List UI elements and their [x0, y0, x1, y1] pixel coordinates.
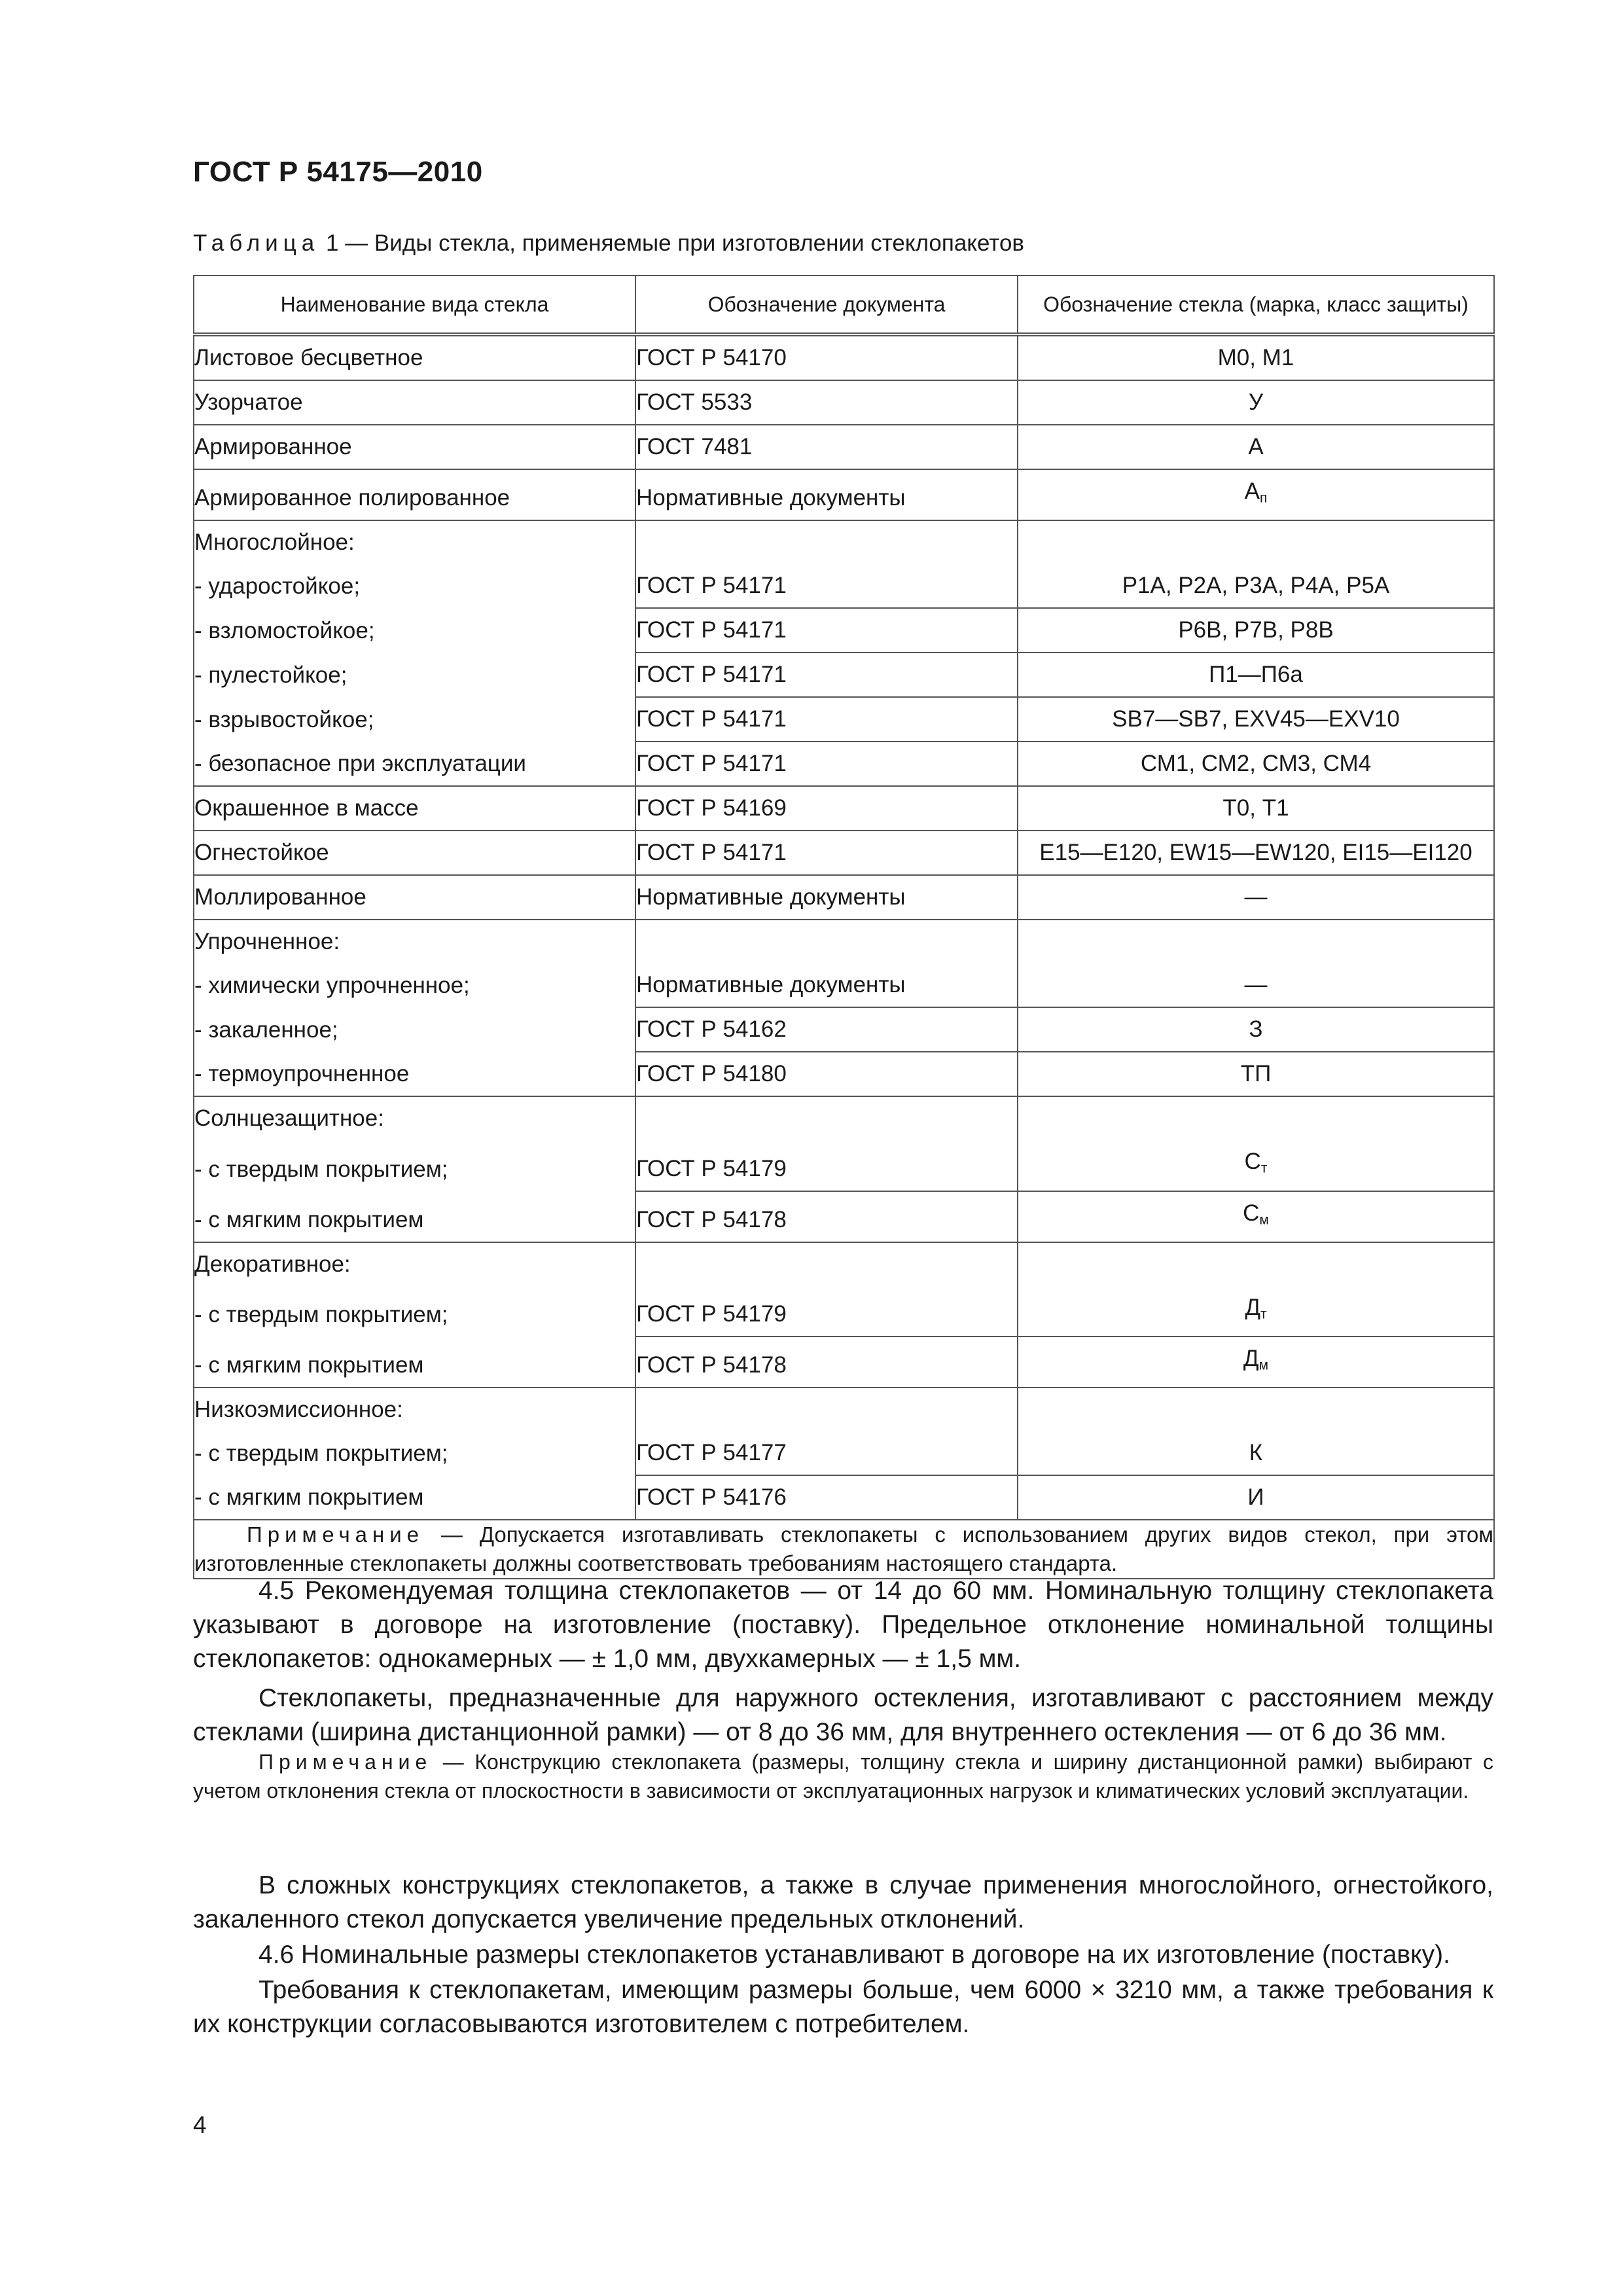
table-row	[194, 1431, 1494, 1475]
document-label: ГОСТ Р 54171	[636, 662, 787, 688]
cell-glass-mark	[1018, 608, 1494, 653]
document-label: ГОСТ Р 54178	[636, 1352, 787, 1378]
glass-mark	[1018, 1286, 1493, 1336]
glass-mark	[1018, 1192, 1493, 1242]
cell-glass-mark	[1018, 742, 1494, 786]
glass-type-label: Низкоэмиссионное:	[194, 1397, 403, 1423]
glass-mark	[1018, 876, 1493, 919]
cell-document	[635, 1191, 1018, 1242]
glass-mark-label: Д	[1243, 1346, 1259, 1371]
glass-type-label: Многослойное:	[194, 529, 355, 556]
cell-glass-mark	[1018, 1096, 1494, 1140]
table-row	[194, 1191, 1494, 1242]
cell-glass-type	[194, 608, 635, 653]
cell-glass-mark	[1018, 334, 1494, 380]
glass-mark-label: Т0, Т1	[1222, 795, 1289, 821]
document-label: ГОСТ Р 54171	[636, 573, 787, 599]
glass-mark-label: E15—E120, EW15—EW120, EI15—EI120	[1039, 840, 1472, 866]
glass-mark	[1018, 1476, 1493, 1519]
standard-code: ГОСТ Р 54175—2010	[193, 156, 483, 188]
document-label: ГОСТ Р 54178	[636, 1206, 787, 1232]
glass-mark-label: СМ1, СМ2, СМ3, СМ4	[1140, 751, 1372, 777]
cell-document	[635, 1388, 1018, 1431]
glass-mark-label: SB7—SB7, EXV45—EXV10	[1112, 706, 1400, 732]
glass-mark	[1018, 831, 1493, 874]
glass-mark	[1018, 1008, 1493, 1051]
cell-document	[635, 875, 1018, 920]
cell-glass-type	[194, 564, 635, 608]
document-label: ГОСТ 7481	[636, 434, 753, 459]
cell-glass-type	[194, 425, 635, 469]
cell-glass-type	[194, 520, 635, 564]
table-note	[194, 1520, 1494, 1579]
cell-glass-type	[194, 1336, 635, 1388]
document-label: ГОСТ Р 54162	[636, 1016, 787, 1043]
cell-document	[635, 1336, 1018, 1388]
glass-mark	[1018, 1052, 1493, 1096]
section-4-6	[193, 1869, 1493, 2041]
glass-mark-label: З	[1249, 1016, 1263, 1043]
paragraph-tolerances: В сложных конструкциях стеклопакетов, а также в случае применения многослойного, огнестойкого, закаленного стекол допускается увеличение предельных отклонений.	[193, 1871, 1493, 1933]
glass-mark	[1018, 963, 1493, 1007]
page-number: 4	[193, 2111, 207, 2138]
glass-mark	[1018, 564, 1493, 607]
glass-mark-label: Р1А, Р2А, Р3А, Р4А, Р5А	[1122, 573, 1390, 599]
cell-glass-type	[194, 875, 635, 920]
cell-glass-type	[194, 1096, 635, 1140]
glass-type-label: - с твердым покрытием;	[194, 1156, 448, 1182]
cell-glass-mark	[1018, 1007, 1494, 1052]
glass-mark	[1018, 425, 1493, 469]
cell-glass-type	[194, 1191, 635, 1242]
document-label: Нормативные документы	[636, 485, 906, 511]
cell-glass-type	[194, 697, 635, 742]
cell-glass-mark	[1018, 831, 1494, 875]
table-caption-text: 1 — Виды стекла, применяемые при изготовлении стеклопакетов	[319, 230, 1024, 256]
glass-type-label: - закаленное;	[194, 1017, 338, 1043]
note-construction	[193, 1748, 1493, 1805]
document-label: ГОСТ Р 54179	[636, 1301, 787, 1327]
cell-document	[635, 380, 1018, 425]
paragraph-4-5: 4.5 Рекомендуемая толщина стеклопакетов — от 14 до 60 мм. Номинальную толщину стеклопакета указывают в договоре на изготовление (поставку). Предельное отклонение номинальной толщины стеклопакетов: однокамерных — ± 1,0 мм, двухкамерных — ± 1,5 мм.	[193, 1577, 1493, 1673]
cell-document	[635, 1286, 1018, 1336]
document-label: ГОСТ Р 54171	[636, 840, 787, 866]
table-group-row	[194, 1096, 1494, 1140]
glass-mark-label: С	[1243, 1200, 1260, 1226]
glass-mark	[1018, 698, 1493, 741]
cell-document	[635, 334, 1018, 380]
column-header-glass-type: Наименование вида стекла	[194, 276, 635, 334]
glass-type-label: - термоупрочненное	[194, 1061, 410, 1087]
table-row	[194, 1140, 1494, 1191]
cell-document	[635, 1431, 1018, 1475]
cell-document	[635, 1007, 1018, 1052]
document-label: ГОСТ Р 54171	[636, 617, 787, 643]
cell-glass-type	[194, 920, 635, 963]
glass-mark-label: И	[1247, 1484, 1264, 1511]
paragraph-distance: Стеклопакеты, предназначенные для наружного остекления, изготавливают с расстоянием между стеклами (ширина дистанционной рамки) — от 8 до 36 мм, для внутреннего остекления — от 6 до 36 мм.	[193, 1684, 1493, 1746]
glass-type-label: Декоративное:	[194, 1251, 351, 1277]
cell-glass-type	[194, 1475, 635, 1520]
note-construction-label: Примечание	[259, 1750, 433, 1774]
glass-type-label: Упрочненное:	[194, 929, 340, 955]
glass-type-label: Моллированное	[194, 884, 366, 910]
table-row	[194, 1007, 1494, 1052]
cell-document	[635, 608, 1018, 653]
glass-mark-label: Р6В, Р7В, Р8В	[1178, 617, 1334, 643]
table-row	[194, 1052, 1494, 1096]
glass-type-label: - с мягким покрытием	[194, 1484, 424, 1511]
glass-type-label: Армированное полированное	[194, 485, 510, 511]
cell-glass-mark	[1018, 380, 1494, 425]
glass-types-table	[193, 275, 1495, 1579]
table-row	[194, 697, 1494, 742]
cell-glass-mark	[1018, 1431, 1494, 1475]
table-row	[194, 1286, 1494, 1336]
cell-glass-mark	[1018, 1286, 1494, 1336]
section-4-5	[193, 1574, 1493, 1749]
cell-document	[635, 831, 1018, 875]
glass-type-label: Армированное	[194, 434, 352, 459]
glass-type-label: Узорчатое	[194, 389, 303, 415]
note-construction-text: — Конструкцию стеклопакета (размеры, толщину стекла и ширину дистанционной рамки) выбирают с учетом отклонения стекла от плоскостности в зависимости от эксплуатационных нагрузок и климатических условий эксплуатации.	[193, 1750, 1493, 1803]
glass-type-label: - пулестойкое;	[194, 662, 348, 689]
cell-glass-type	[194, 742, 635, 786]
glass-type-label: - ударостойкое;	[194, 573, 361, 600]
document-label: ГОСТ Р 54176	[636, 1484, 787, 1511]
glass-mark-label: С	[1244, 1149, 1261, 1175]
glass-mark	[1018, 470, 1493, 520]
table-group-row	[194, 1242, 1494, 1286]
glass-mark-label: А	[1248, 434, 1264, 459]
glass-type-label: Листовое бесцветное	[194, 345, 423, 370]
table-row	[194, 1336, 1494, 1388]
table-body	[194, 334, 1494, 1579]
table-row	[194, 963, 1494, 1007]
table-note-text: — Допускается изготавливать стеклопакеты с использованием других видов стекол, при этом изготовленные стеклопакеты должны соответствовать требованиям настоящего стандарта.	[194, 1522, 1493, 1576]
glass-mark	[1018, 1337, 1493, 1387]
table-group-row	[194, 520, 1494, 564]
glass-mark-subscript: т	[1260, 1160, 1268, 1176]
glass-type-label: - с мягким покрытием	[194, 1352, 424, 1378]
glass-mark-subscript: м	[1258, 1357, 1269, 1373]
glass-mark-label: Д	[1245, 1294, 1261, 1320]
table-row	[194, 380, 1494, 425]
table-group-row	[194, 1388, 1494, 1431]
cell-glass-type	[194, 1286, 635, 1336]
cell-glass-type	[194, 1388, 635, 1431]
glass-mark	[1018, 653, 1493, 696]
cell-document	[635, 425, 1018, 469]
cell-document	[635, 920, 1018, 963]
cell-glass-mark	[1018, 1336, 1494, 1388]
glass-mark-label: ТП	[1240, 1061, 1272, 1087]
cell-glass-mark	[1018, 520, 1494, 564]
document-label: ГОСТ Р 54179	[636, 1155, 787, 1181]
cell-document	[635, 742, 1018, 786]
document-label: ГОСТ Р 54169	[636, 795, 787, 821]
glass-mark	[1018, 742, 1493, 785]
table-row	[194, 875, 1494, 920]
glass-mark-label: М0, М1	[1217, 345, 1294, 370]
glass-mark	[1018, 1431, 1493, 1475]
document-label: ГОСТ Р 54177	[636, 1440, 787, 1466]
glass-mark-label: —	[1244, 972, 1268, 998]
cell-document	[635, 520, 1018, 564]
cell-glass-type	[194, 786, 635, 831]
cell-glass-mark	[1018, 425, 1494, 469]
paragraph-4-6: 4.6 Номинальные размеры стеклопакетов устанавливают в договоре на их изготовление (поставку).	[259, 1941, 1450, 1969]
table-note-row	[194, 1520, 1494, 1579]
table-row	[194, 334, 1494, 380]
glass-mark	[1018, 609, 1493, 652]
cell-glass-type	[194, 469, 635, 520]
glass-type-label: Окрашенное в массе	[194, 795, 419, 821]
table-caption-label: Таблица	[193, 230, 320, 256]
table-row	[194, 425, 1494, 469]
cell-glass-type	[194, 963, 635, 1007]
cell-glass-mark	[1018, 1140, 1494, 1191]
table-row	[194, 608, 1494, 653]
glass-mark-subscript: п	[1259, 490, 1268, 506]
cell-document	[635, 1242, 1018, 1286]
glass-type-label: Солнцезащитное:	[194, 1105, 384, 1132]
cell-glass-type	[194, 1242, 635, 1286]
glass-mark-label: А	[1244, 478, 1260, 504]
glass-mark	[1018, 787, 1493, 830]
cell-glass-mark	[1018, 1191, 1494, 1242]
table-group-row	[194, 920, 1494, 963]
cell-glass-type	[194, 653, 635, 697]
cell-glass-mark	[1018, 1052, 1494, 1096]
table-caption	[193, 230, 1024, 257]
table-row	[194, 564, 1494, 608]
glass-mark	[1018, 336, 1493, 380]
document-label: ГОСТ 5533	[636, 389, 753, 415]
cell-glass-mark	[1018, 963, 1494, 1007]
glass-type-label: - безопасное при эксплуатации	[194, 751, 526, 777]
cell-glass-mark	[1018, 920, 1494, 963]
table-note-label: Примечание	[247, 1522, 425, 1547]
glass-mark-label: К	[1249, 1440, 1263, 1466]
table-row	[194, 469, 1494, 520]
glass-type-label: Огнестойкое	[194, 840, 329, 866]
cell-glass-mark	[1018, 469, 1494, 520]
cell-glass-mark	[1018, 1388, 1494, 1431]
glass-mark-label: —	[1244, 884, 1268, 910]
cell-document	[635, 564, 1018, 608]
paragraph-large-sizes: Требования к стеклопакетам, имеющим размеры больше, чем 6000 × 3210 мм, а также требования к их конструкции согласовываются изготовителем с потребителем.	[193, 1976, 1493, 2038]
glass-type-label: - взрывостойкое;	[194, 707, 374, 733]
document-label: Нормативные документы	[636, 884, 906, 910]
cell-glass-type	[194, 380, 635, 425]
document-label: ГОСТ Р 54171	[636, 751, 787, 777]
cell-document	[635, 1140, 1018, 1191]
table-header-row	[194, 276, 1494, 334]
document-label: Нормативные документы	[636, 972, 906, 998]
cell-document	[635, 1052, 1018, 1096]
table-row	[194, 831, 1494, 875]
cell-document	[635, 1096, 1018, 1140]
cell-document	[635, 786, 1018, 831]
cell-glass-type	[194, 1431, 635, 1475]
cell-glass-mark	[1018, 1475, 1494, 1520]
cell-document	[635, 469, 1018, 520]
cell-document	[635, 963, 1018, 1007]
cell-glass-mark	[1018, 564, 1494, 608]
cell-glass-mark	[1018, 1242, 1494, 1286]
glass-mark-subscript: м	[1259, 1211, 1269, 1227]
glass-type-label: - с мягким покрытием	[194, 1206, 424, 1232]
glass-type-label: - с твердым покрытием;	[194, 1441, 448, 1467]
cell-glass-mark	[1018, 653, 1494, 697]
cell-glass-type	[194, 334, 635, 380]
table-row	[194, 653, 1494, 697]
cell-glass-type	[194, 1052, 635, 1096]
table-row	[194, 742, 1494, 786]
document-label: ГОСТ Р 54180	[636, 1061, 787, 1087]
glass-type-label: - взломостойкое;	[194, 618, 375, 644]
cell-glass-type	[194, 1140, 635, 1191]
column-header-glass-mark: Обозначение стекла (марка, класс защиты)	[1018, 276, 1494, 334]
cell-glass-mark	[1018, 697, 1494, 742]
cell-document	[635, 697, 1018, 742]
cell-glass-type	[194, 831, 635, 875]
glass-mark-label: У	[1248, 389, 1264, 415]
cell-glass-mark	[1018, 875, 1494, 920]
glass-type-label: - с твердым покрытием;	[194, 1302, 448, 1327]
glass-mark	[1018, 1140, 1493, 1190]
cell-glass-mark	[1018, 786, 1494, 831]
cell-document	[635, 653, 1018, 697]
document-label: ГОСТ Р 54171	[636, 706, 787, 732]
column-header-document: Обозначение документа	[635, 276, 1018, 334]
table-row	[194, 786, 1494, 831]
cell-glass-type	[194, 1007, 635, 1052]
table-row	[194, 1475, 1494, 1520]
document-label: ГОСТ Р 54170	[636, 345, 787, 370]
glass-mark	[1018, 381, 1493, 424]
glass-mark-label: П1—П6а	[1209, 662, 1303, 688]
cell-document	[635, 1475, 1018, 1520]
glass-type-label: - химически упрочненное;	[194, 973, 470, 999]
glass-mark-subscript: т	[1260, 1306, 1267, 1321]
